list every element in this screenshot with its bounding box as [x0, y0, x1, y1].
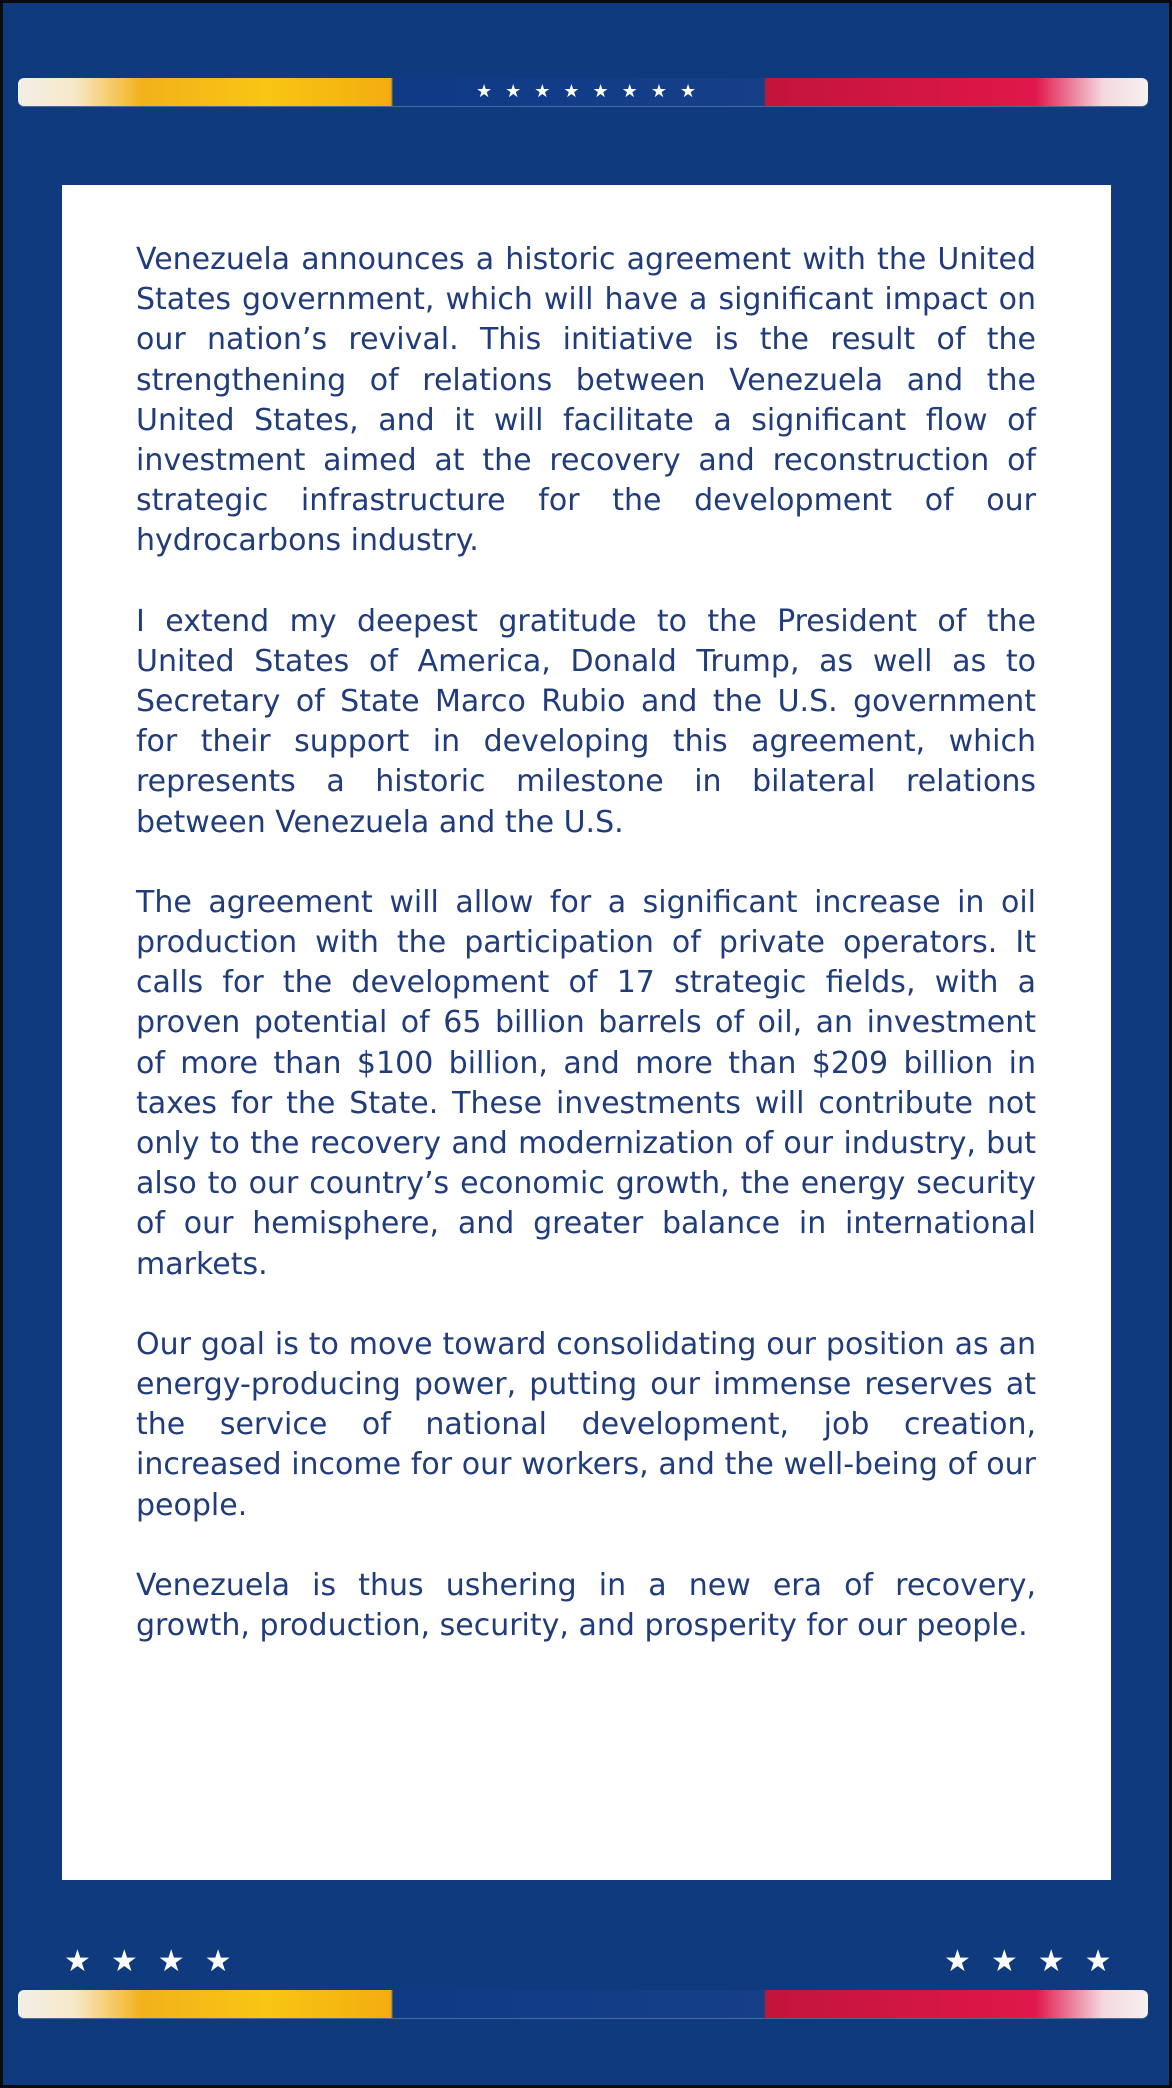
bottom-left-stars: ★★★★ [64, 1944, 252, 1979]
paragraph: The agreement will allow for a significant increase in oil production with the participation of private operators. It calls for the development of 17 strategic fields, with a proven potential of 65 billion barrels of oil, an investment of more than $100 billion, and more than $209 billion in taxes for the State. These investments will contribute not only to the recovery and modernization of our industry, but also to our country’s economic growth, the energy security of our hemisphere, and greater balance in international markets. [136, 884, 1036, 1282]
bottom-right-stars: ★★★★ [944, 1944, 1132, 1979]
flag-stars: ★★★★★★★★ [476, 81, 710, 102]
statement-text [136, 240, 1036, 1686]
paragraph: Venezuela announces a historic agreement with the United States government, which will have a significant impact on our nation’s revival. This initiative is the result of the strengthening of relations between Venezuela and the United States, and it will facilitate a significant flow of investment aimed at the recovery and reconstruction of strategic infrastructure for the development of our hydrocarbons industry. [136, 242, 1036, 559]
paragraph: Our goal is to move toward consolidating our position as an energy-producing power, putting our immense reserves at the service of national development, job creation, increased income for our workers, and the well-being of our people. [136, 1326, 1036, 1523]
top-flag-bar [18, 78, 1148, 106]
paragraph: I extend my deepest gratitude to the President of the United States of America, Donald Trump, as well as to Secretary of State Marco Rubio and the U.S. government for their support in developing this agreement, which represents a historic milestone in bilateral relations between Venezuela and the U.S. [136, 603, 1036, 840]
bottom-flag-bar [18, 1990, 1148, 2018]
statement-card [62, 185, 1111, 1880]
paragraph: Venezuela is thus ushering in a new era of recovery, growth, production, security, and prosperity for our people. [136, 1567, 1036, 1644]
